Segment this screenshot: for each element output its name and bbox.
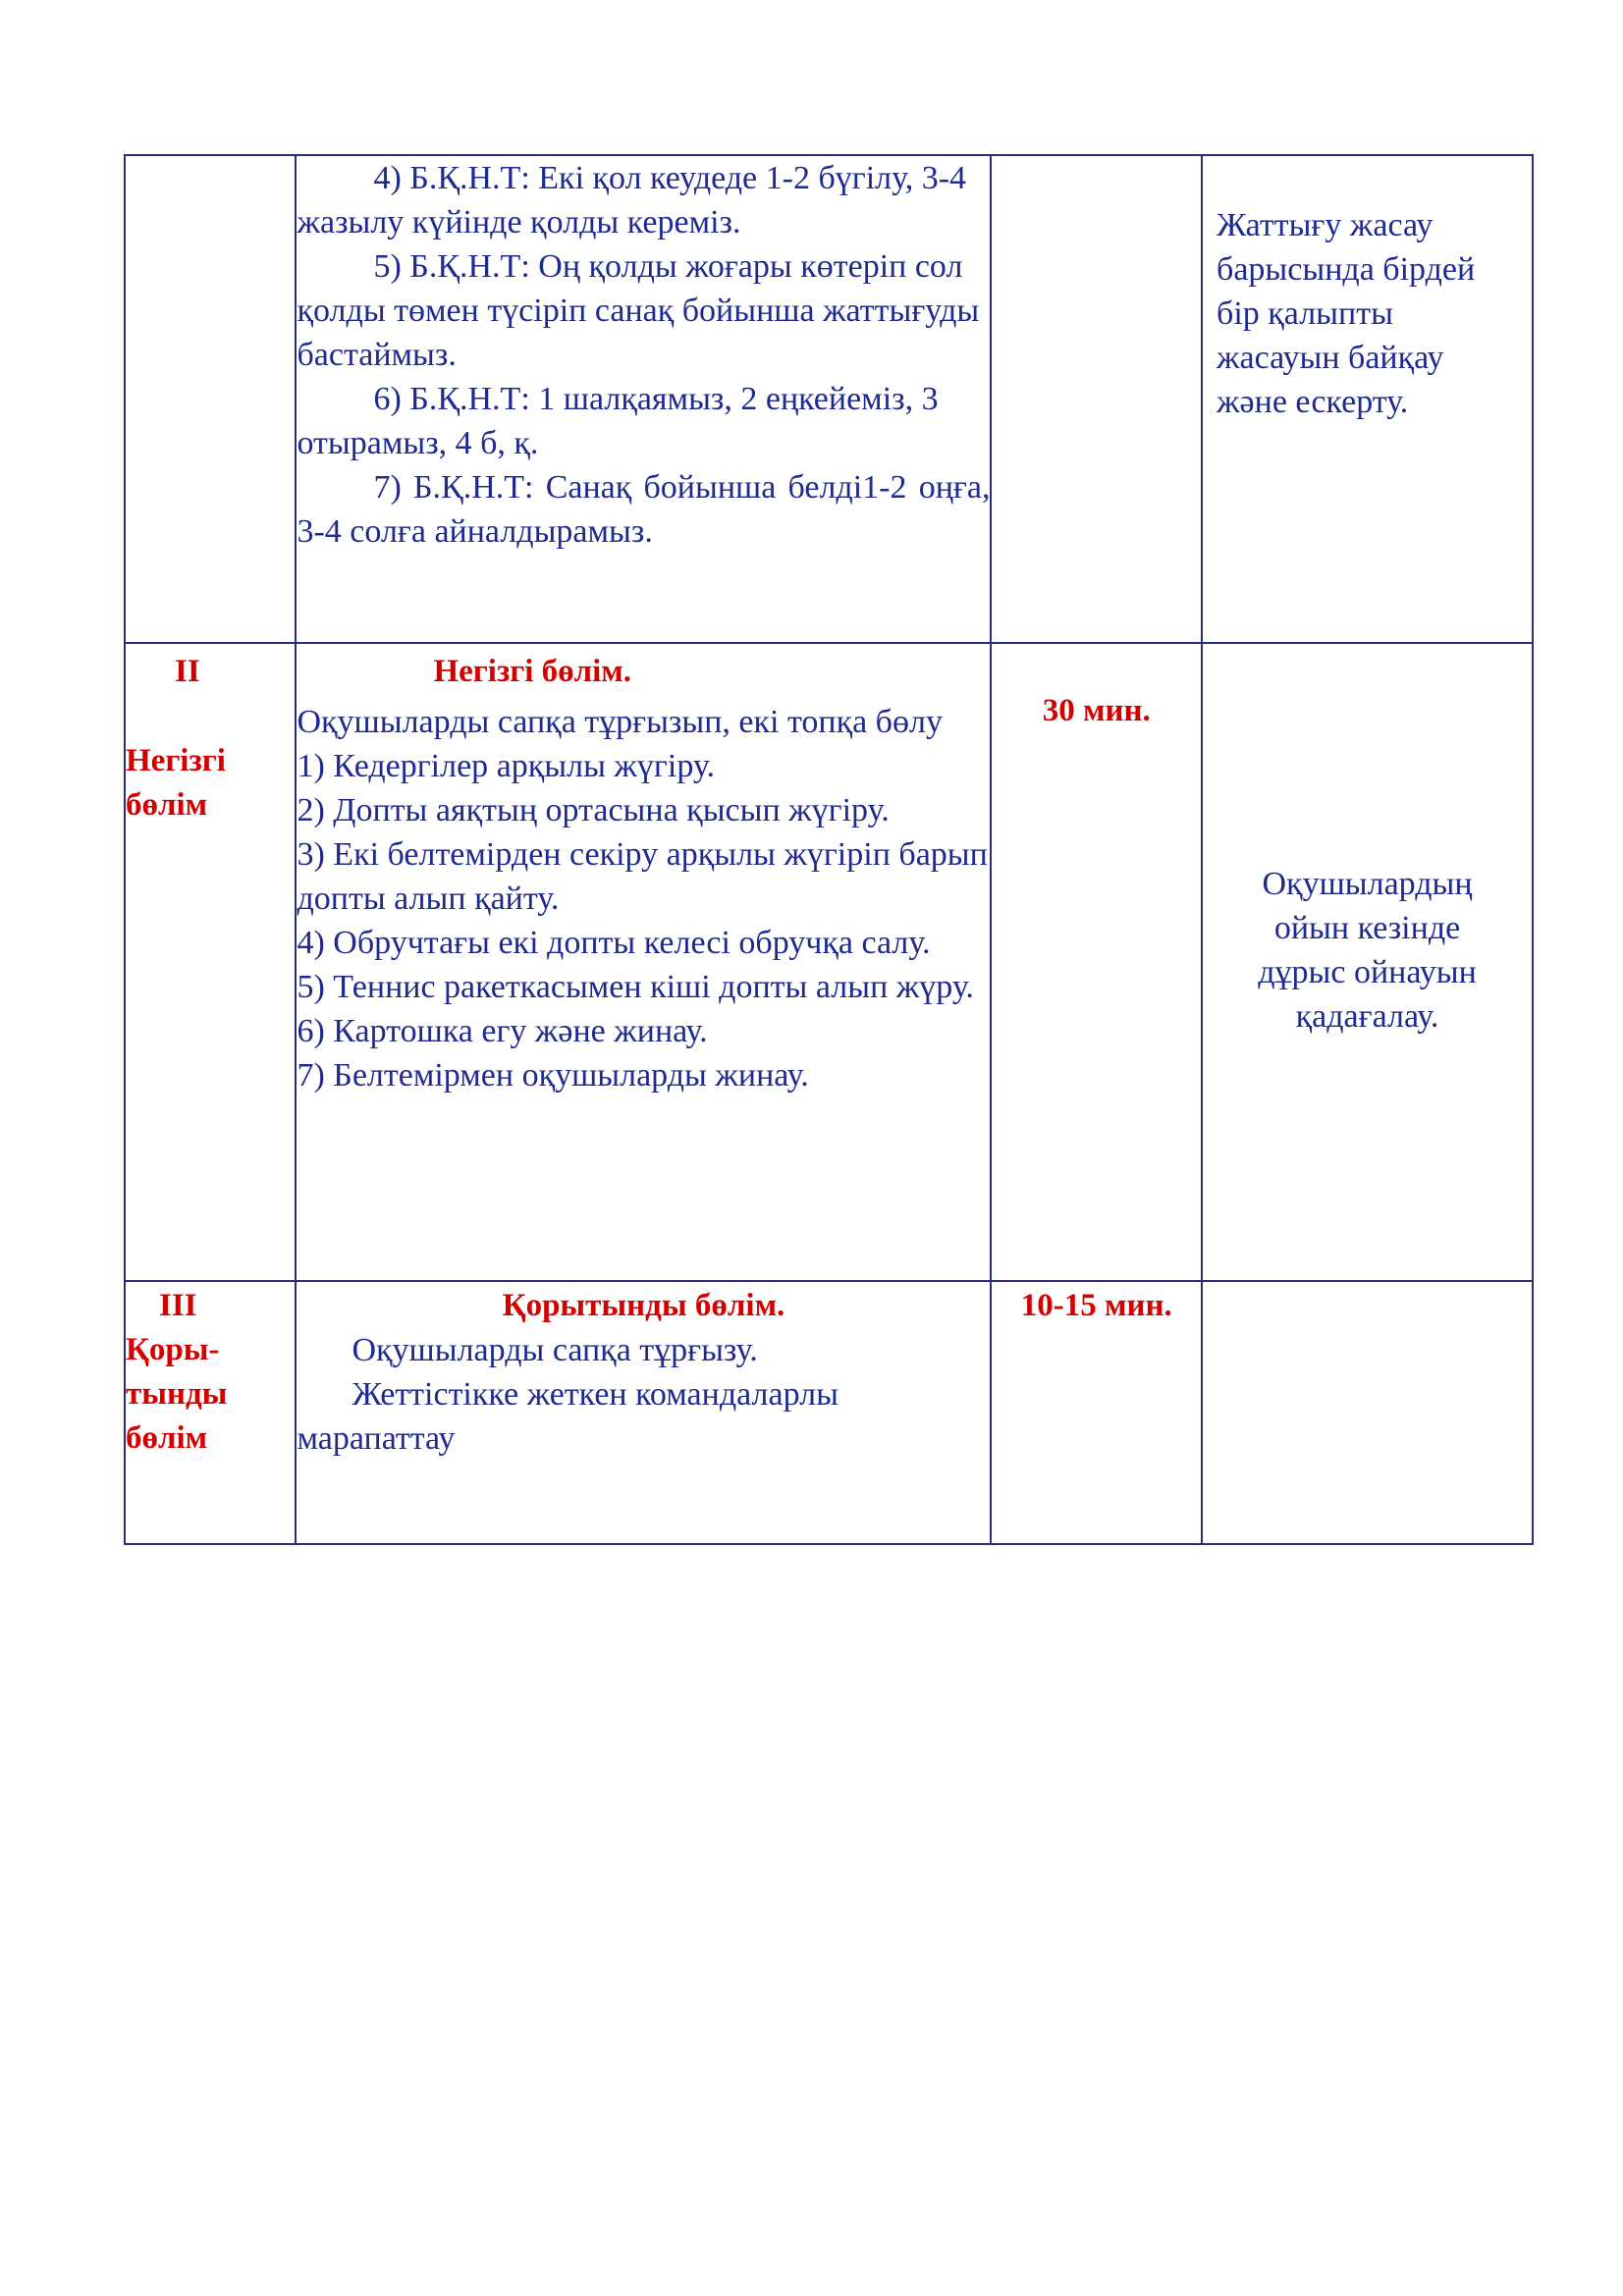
section-cell-empty [125, 155, 296, 643]
list-item: Оқушыларды сапқа тұрғызу. [352, 1332, 758, 1368]
section-name: Қоры-тынды бөлім [126, 1332, 228, 1456]
section-heading: Қорытынды бөлім. [502, 1288, 785, 1323]
time-cell-empty [991, 155, 1202, 643]
note-cell-empty [1202, 1281, 1533, 1544]
exercises-cell [296, 155, 991, 643]
section-number: II [175, 654, 200, 689]
note-cell [1202, 155, 1533, 643]
exercises-cell [296, 1281, 991, 1544]
time-cell [991, 1281, 1202, 1544]
list-item: 6) Картошка егу және жинау. [297, 1013, 708, 1049]
list-item: 3) Екі белтемірден секіру арқылы жүгіріп барып допты алып қайту. [297, 836, 988, 917]
exercise-item: 7) Б.Қ.Н.Т: Санақ бойынша белді1-2 оңға, 3-4 солға айналдырамыз. [297, 469, 991, 550]
time-cell [991, 643, 1202, 1281]
section-heading: Негізгі бөлім. [433, 654, 632, 689]
section-cell [125, 1281, 296, 1544]
teacher-note: Оқушылардың ойын кезінде дұрыс ойнауын қадағалау. [1258, 866, 1477, 1035]
list-item: 1) Кедергілер арқылы жүгіру. [297, 748, 715, 784]
duration: 30 мин. [1042, 693, 1151, 728]
note-cell [1202, 643, 1533, 1281]
lesson-plan-table [124, 154, 1534, 1545]
table-row-main [125, 643, 1533, 1281]
teacher-note: Жаттығу жасау барысында бірдей бір қалыпты жасауын байқау және ескерту. [1217, 207, 1476, 420]
exercise-item: 6) Б.Қ.Н.Т: 1 шалқаямыз, 2 еңкейеміз, 3 отырамыз, 4 б, қ. [297, 381, 939, 461]
list-item: 5) Теннис ракеткасымен кіші допты алып жүру. [297, 969, 974, 1005]
exercises-cell [296, 643, 991, 1281]
duration: 10-15 мин. [1020, 1288, 1172, 1323]
section-cell [125, 643, 296, 1281]
exercise-item: 4) Б.Қ.Н.Т: Екі қол кеудеде 1-2 бүгілу, 3-4 жазылу күйінде қолды кереміз. [297, 160, 967, 240]
table-row-conclusion [125, 1281, 1533, 1544]
section-number: III [159, 1288, 197, 1323]
section-name: Негізгі бөлім [126, 743, 226, 823]
section-intro: Оқушыларды сапқа тұрғызып, екі топқа бөлу [297, 704, 943, 740]
table-row-warmup [125, 155, 1533, 643]
list-item: Жеттістікке жеткен командаларлы марапаттау [297, 1376, 839, 1457]
list-item: 7) Белтемірмен оқушыларды жинау. [297, 1057, 809, 1094]
exercise-item: 5) Б.Қ.Н.Т: Оң қолды жоғары көтеріп сол қолды төмен түсіріп санақ бойынша жаттығуды бастаймыз. [297, 248, 980, 373]
list-item: 4) Обручтағы екі допты келесі обручқа салу. [297, 925, 931, 961]
list-item: 2) Допты аяқтың ортасына қысып жүгіру. [297, 792, 890, 828]
